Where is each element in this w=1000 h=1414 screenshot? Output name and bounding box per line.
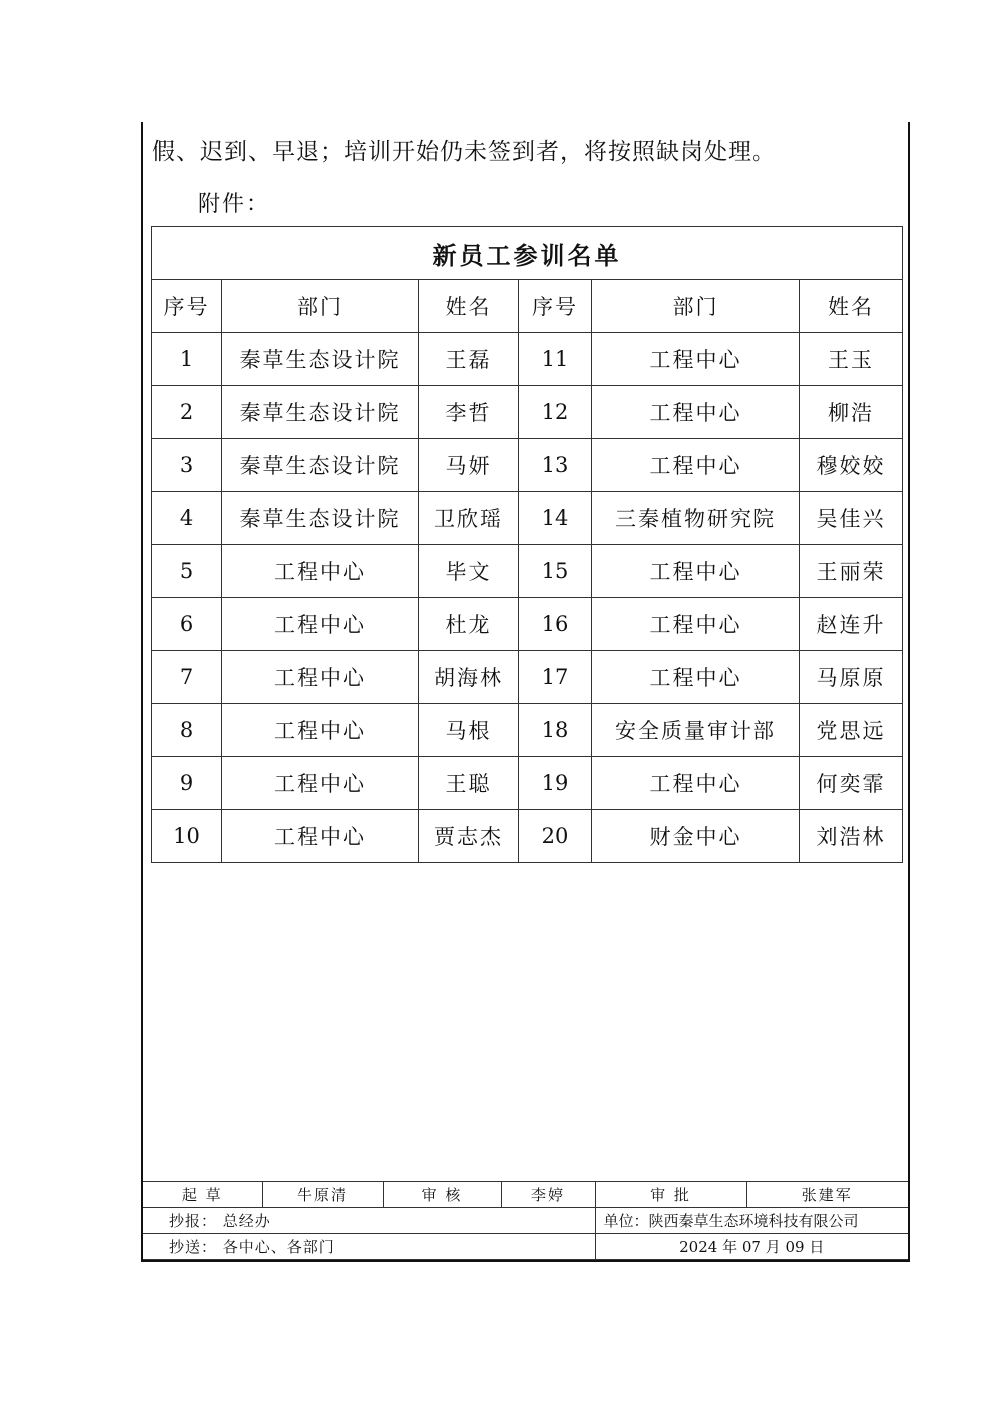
row-name: 胡海林 <box>419 651 519 704</box>
row-index: 14 <box>519 492 592 545</box>
row-name: 李哲 <box>419 386 519 439</box>
table-row <box>152 704 903 757</box>
row-index: 11 <box>519 333 592 386</box>
row-name: 赵连升 <box>800 598 903 651</box>
row-department: 工程中心 <box>222 651 419 704</box>
row-index: 10 <box>152 810 222 863</box>
roster-table <box>151 226 903 863</box>
unit: 单位：陕西秦草生态环境科技有限公司 <box>595 1208 908 1234</box>
row-index: 1 <box>152 333 222 386</box>
header-name: 姓名 <box>419 280 519 333</box>
row-name: 刘浩林 <box>800 810 903 863</box>
header-department: 部门 <box>222 280 419 333</box>
row-index: 7 <box>152 651 222 704</box>
row-department: 秦草生态设计院 <box>222 492 419 545</box>
row-name: 王丽荣 <box>800 545 903 598</box>
table-row <box>152 757 903 810</box>
row-department: 工程中心 <box>592 651 800 704</box>
table-row <box>152 439 903 492</box>
row-index: 8 <box>152 704 222 757</box>
row-department: 秦草生态设计院 <box>222 386 419 439</box>
attachment-label: 附件： <box>198 192 271 217</box>
body-text: 假、迟到、早退；培训开始仍未签到者，将按照缺岗处理。 <box>152 139 776 165</box>
row-department: 安全质量审计部 <box>592 704 800 757</box>
row-name: 卫欣瑶 <box>419 492 519 545</box>
row-index: 17 <box>519 651 592 704</box>
row-name: 王聪 <box>419 757 519 810</box>
row-department: 秦草生态设计院 <box>222 439 419 492</box>
row-index: 16 <box>519 598 592 651</box>
row-name: 王玉 <box>800 333 903 386</box>
row-department: 三秦植物研究院 <box>592 492 800 545</box>
row-department: 秦草生态设计院 <box>222 333 419 386</box>
row-name: 马妍 <box>419 439 519 492</box>
draft-label: 起 草 <box>143 1182 262 1208</box>
row-index: 13 <box>519 439 592 492</box>
row-index: 2 <box>152 386 222 439</box>
table-row <box>152 492 903 545</box>
review-name: 李婷 <box>501 1182 595 1208</box>
row-department: 工程中心 <box>592 757 800 810</box>
row-name: 毕文 <box>419 545 519 598</box>
roster-header-row <box>152 280 903 333</box>
header-name: 姓名 <box>800 280 903 333</box>
row-department: 财金中心 <box>592 810 800 863</box>
table-row <box>152 545 903 598</box>
roster-title: 新员工参训名单 <box>152 227 903 280</box>
row-name: 王磊 <box>419 333 519 386</box>
row-index: 9 <box>152 757 222 810</box>
row-index: 15 <box>519 545 592 598</box>
header-index: 序号 <box>519 280 592 333</box>
cc-report: 抄报： 总经办 <box>143 1208 595 1234</box>
header-index: 序号 <box>152 280 222 333</box>
row-name: 贾志杰 <box>419 810 519 863</box>
row-index: 4 <box>152 492 222 545</box>
row-department: 工程中心 <box>592 439 800 492</box>
draft-name: 牛原清 <box>262 1182 383 1208</box>
row-index: 5 <box>152 545 222 598</box>
row-department: 工程中心 <box>592 598 800 651</box>
approve-name: 张建军 <box>746 1182 908 1208</box>
row-index: 19 <box>519 757 592 810</box>
row-index: 18 <box>519 704 592 757</box>
table-row <box>152 333 903 386</box>
row-name: 何奕霏 <box>800 757 903 810</box>
row-name: 穆姣姣 <box>800 439 903 492</box>
row-department: 工程中心 <box>222 810 419 863</box>
table-row <box>152 810 903 863</box>
row-name: 吴佳兴 <box>800 492 903 545</box>
row-index: 3 <box>152 439 222 492</box>
row-department: 工程中心 <box>592 386 800 439</box>
row-name: 马原原 <box>800 651 903 704</box>
row-name: 马根 <box>419 704 519 757</box>
row-department: 工程中心 <box>222 704 419 757</box>
row-department: 工程中心 <box>222 757 419 810</box>
row-index: 6 <box>152 598 222 651</box>
footer-table <box>143 1181 908 1260</box>
row-department: 工程中心 <box>222 545 419 598</box>
table-row <box>152 598 903 651</box>
cc-send: 抄送： 各中心、各部门 <box>143 1234 595 1260</box>
row-name: 杜龙 <box>419 598 519 651</box>
approve-label: 审 批 <box>595 1182 746 1208</box>
row-department: 工程中心 <box>592 545 800 598</box>
row-index: 20 <box>519 810 592 863</box>
row-name: 党思远 <box>800 704 903 757</box>
row-index: 12 <box>519 386 592 439</box>
date: 2024 年 07 月 09 日 <box>595 1234 908 1260</box>
row-department: 工程中心 <box>222 598 419 651</box>
table-row <box>152 651 903 704</box>
header-department: 部门 <box>592 280 800 333</box>
review-label: 审 核 <box>383 1182 501 1208</box>
row-name: 柳浩 <box>800 386 903 439</box>
table-row <box>152 386 903 439</box>
row-department: 工程中心 <box>592 333 800 386</box>
